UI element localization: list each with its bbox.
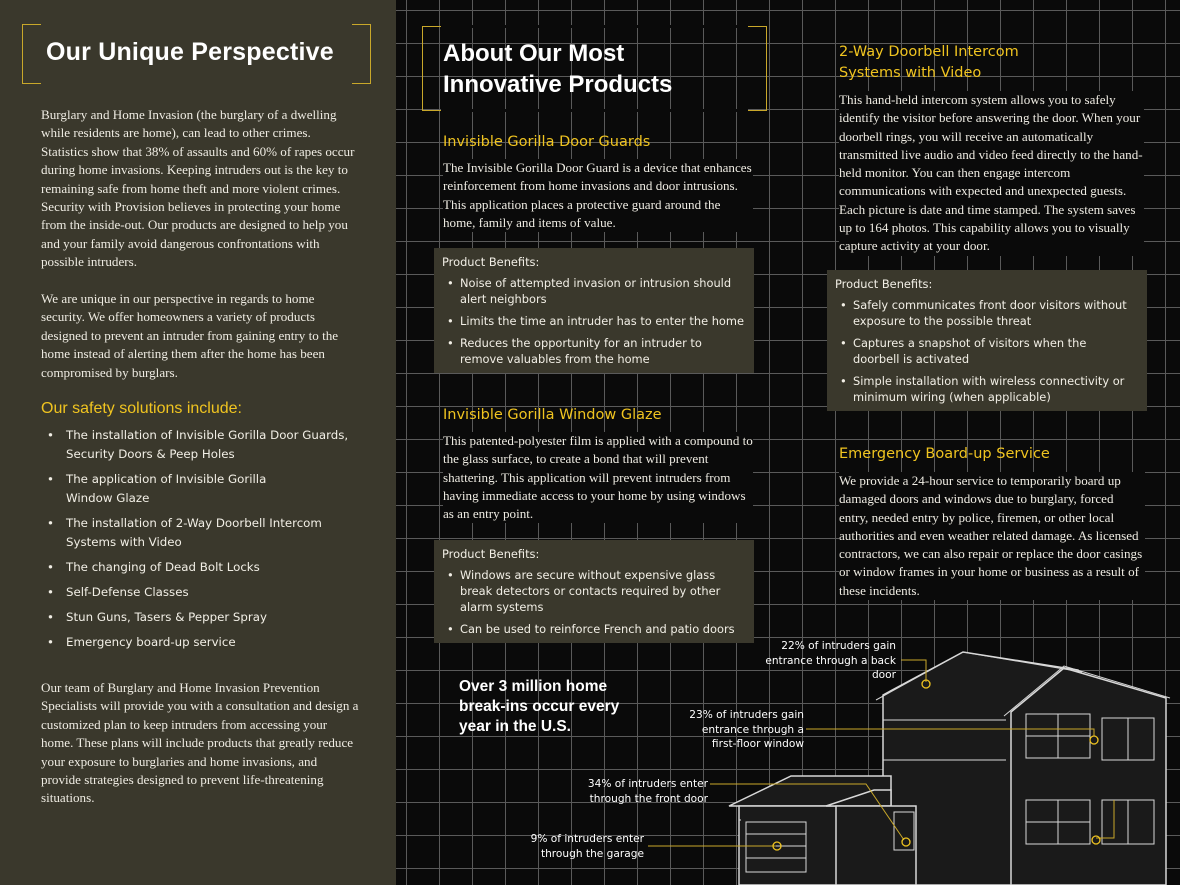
list-item: • Noise of attempted invasion or intrusion should alert neighbors <box>442 275 732 307</box>
perspective-title: Our Unique Perspective <box>46 38 334 66</box>
list-item: • Emergency board-up service <box>47 633 367 652</box>
list-item: • Self-Defense Classes <box>47 583 367 602</box>
door-guards-heading: Invisible Gorilla Door Guards <box>443 134 651 150</box>
list-item: • Stun Guns, Tasers & Pepper Spray <box>47 608 367 627</box>
intercom-body: This hand-held intercom system allows you to safely identify the visitor before answering the door. When your doorbell rings, you will receive an automatically transmitted live audio and video feed directly to the hand-held monitor. You can then engage intercom communications with expected and unexpected guests. Each picture is date and time stamped. The system saves up to 164 photos. This capability allows you to visually capture activity at your door. <box>839 91 1144 256</box>
list-item: • Reduces the opportunity for an intruder to remove valuables from the home <box>442 335 722 367</box>
window-stat: 23% of intruders gain entrance through a first-floor window <box>689 709 804 750</box>
unique-paragraph: We are unique in our perspective in regards to home security. We offer homeowners a variety of products designed to prevent an intruder from gaining entry to the home instead of alerting them after the home has been compromised by burglars. <box>41 291 339 380</box>
benefits-heading: Product Benefits: <box>442 255 540 269</box>
list-item: • Simple installation with wireless connectivity or minimum wiring (when applicable) <box>835 373 1125 405</box>
house-illustration <box>396 0 1180 885</box>
list-item: • The installation of Invisible Gorilla Door Guards, Security Doors & Peep Holes <box>47 426 367 464</box>
list-item: • Limits the time an intruder has to enter the home <box>442 313 746 329</box>
solutions-heading: Our safety solutions include: <box>41 400 242 417</box>
list-item: • The application of Invisible Gorilla Window Glaze <box>47 470 287 508</box>
products-title-line: About Our Most <box>443 40 625 67</box>
intro-paragraph: Burglary and Home Invasion (the burglary of a dwelling while residents are home), can lead to other crimes. Statistics show that 38% of assaults and 60% of rapes occur during home invasions. Keeping intruders out is the key to remaining safe from home theft and more violent crimes. Security with Provision believes in protecting your home from the inside-out. Our products are designed to help you and your family avoid dangerous confrontations with possible intruders. <box>41 107 355 270</box>
window-glaze-heading: Invisible Gorilla Window Glaze <box>443 407 662 423</box>
list-item: • Can be used to reinforce French and patio doors <box>442 621 746 637</box>
benefits-heading: Product Benefits: <box>835 277 933 291</box>
intercom-heading-line: Systems with Video <box>839 65 982 81</box>
list-item: • Captures a snapshot of visitors when the doorbell is activated <box>835 335 1095 367</box>
front-door-stat: 34% of intruders enter through the front door <box>587 778 708 805</box>
list-item: • The installation of 2-Way Doorbell Intercom Systems with Video <box>47 514 347 552</box>
garage-stat: 9% of intruders enter through the garage <box>530 833 644 860</box>
left-panel <box>0 0 396 885</box>
list-item: • The changing of Dead Bolt Locks <box>47 558 367 577</box>
list-item: • Safely communicates front door visitors without exposure to the possible threat <box>835 297 1139 329</box>
right-panel <box>396 0 1180 885</box>
boardup-heading: Emergency Board-up Service <box>839 446 1050 462</box>
intercom-heading-line: 2-Way Doorbell Intercom <box>839 44 1019 60</box>
benefits-heading: Product Benefits: <box>442 547 540 561</box>
door-guards-body: The Invisible Gorilla Door Guard is a device that enhances reinforcement from home invasions and door intrusions. This application places a protective guard around the home, family and items of value. <box>443 159 753 232</box>
break-ins-stat: Over 3 million home break-ins occur every year in the U.S. <box>459 678 620 735</box>
team-paragraph: Our team of Burglary and Home Invasion Prevention Specialists will provide you with a consultation and design a customized plan to keep intruders from accessing your home. These plans will include products that greatly reduce your exposure to burglaries and home invasions, and provide strategies designed to prevent life-threatening situations. <box>41 680 359 806</box>
list-item: • Windows are secure without expensive glass break detectors or contacts required by other alarm systems <box>442 567 732 615</box>
boardup-body: We provide a 24-hour service to temporarily board up damaged doors and windows due to burglary, forced entry, needed entry by police, firemen, or other local authorities and even weather related damage. As licensed contractors, we can also repair or replace the door casings or window frames in your home or business as a result of these incidents. <box>839 472 1145 600</box>
products-title-line: Innovative Products <box>443 71 673 98</box>
back-door-stat: 22% of intruders gain entrance through a back door <box>765 640 896 681</box>
solutions-list <box>47 426 367 658</box>
window-glaze-body: This patented-polyester film is applied with a compound to the glass surface, to create a bond that will prevent shattering. This application will prevent intruders from having immediate access to your home by using windows as an entry point. <box>443 432 753 523</box>
